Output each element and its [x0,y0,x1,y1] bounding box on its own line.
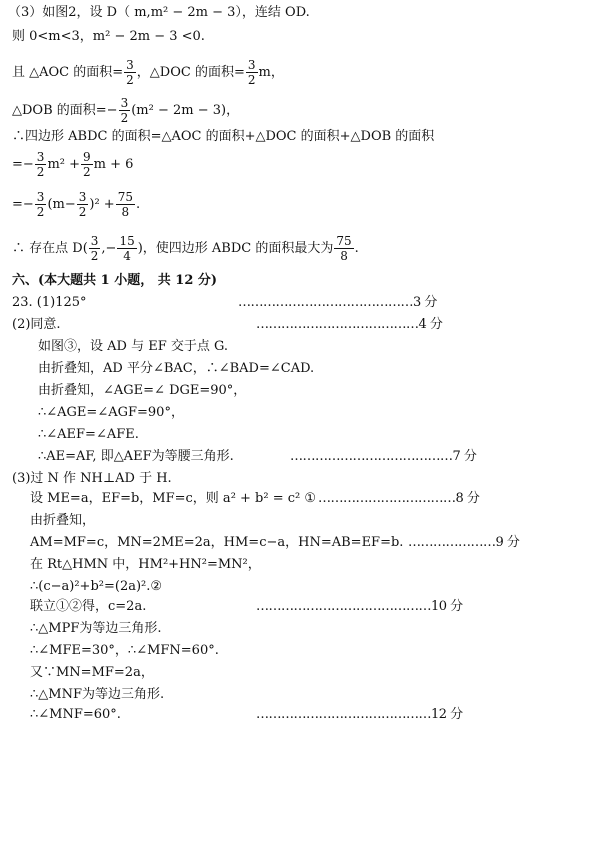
text-fragment: 且 △AOC 的面积= [12,65,124,80]
text-line: ∴∠MNF=60°. [30,707,121,722]
fraction-denominator: 2 [126,73,134,87]
text-line [12,96,239,125]
text-fragment: m² + [47,157,81,172]
section-heading: 六、(本大题共 1 小题， 共 12 分) [12,273,218,288]
fraction-denominator: 2 [120,111,129,125]
fraction-denominator: 2 [90,249,99,263]
fraction-numerator: 3 [247,58,256,72]
text-line: (2)同意. [12,317,61,332]
text-fragment: =− [12,197,34,212]
text-line: ∴∠AGE=∠AGF=90°， [38,405,184,420]
text-line: ∴△MNF为等边三角形. [30,687,165,702]
fraction-numerator: 3 [36,150,45,164]
fraction [35,150,47,179]
fraction [81,150,93,179]
fraction [77,190,89,219]
fraction-numerator: 3 [120,96,129,110]
text-line: ∴四边形 ABDC 的面积=△AOC 的面积+△DOC 的面积+△DOB 的面积 [12,129,435,144]
text-line: 联立①②得，c=2a. [30,599,147,614]
text-fragment: . [354,241,359,256]
fraction-denominator: 2 [78,205,87,219]
score-marker: ……………………………………10 分 [256,599,463,614]
text-line: 由折叠知，AD 平分∠BAC，∴∠BAD=∠CAD. [38,361,315,376]
text-line: 如图③，设 AD 与 EF 交于点 G. [38,339,229,354]
text-fragment: =− [12,157,34,172]
text-line: ∴AE=AF, 即△AEF为等腰三角形. [38,449,234,464]
text-line: 则 0<m<3，m² − 2m − 3 <0. [12,29,205,44]
text-line: 由折叠知， [30,513,96,528]
text-line: ∴∠MFE=30°，∴∠MFN=60°. [30,643,219,658]
score-marker: ……………………………………12 分 [256,707,463,722]
fraction [117,234,136,263]
text-line [12,150,133,179]
fraction [119,96,131,125]
text-line: 由折叠知，∠AGE=∠ DGE=90°， [38,383,247,398]
fraction-numerator: 75 [336,234,352,248]
score-marker: …………………9 分 [408,535,520,550]
fraction [89,234,101,263]
score-marker: ……………………………………3 分 [238,295,437,310]
text-line: ∴(c−a)²+b²=(2a)².② [30,579,163,594]
text-line: （3）如图2，设 D（ m,m² − 2m − 3），连结 OD. [8,5,310,20]
text-fragment: ，△DOC 的面积= [136,65,245,80]
text-line: 23. (1)125° [12,295,87,310]
fraction-denominator: 4 [123,249,131,263]
text-line: ∴∠AEF=∠AFE. [38,427,139,442]
text-line [12,58,284,87]
fraction-numerator: 15 [119,234,135,248]
fraction-denominator: 2 [247,73,256,87]
text-fragment: ,− [101,241,117,256]
fraction-numerator: 3 [90,234,99,248]
text-fragment: (m− [47,197,76,212]
fraction-denominator: 2 [83,165,91,179]
text-fragment: (m² − 2m − 3)， [131,103,240,118]
fraction [35,190,47,219]
fraction-numerator: 3 [126,58,134,72]
text-line: AM=MF=c，MN=2ME=2a，HM=c−a，HN=AB=EF=b. [30,535,404,550]
fraction [246,58,258,87]
fraction-denominator: 2 [36,205,45,219]
fraction [334,234,353,263]
text-fragment: m + 6 [93,157,134,172]
text-fragment: m， [258,65,284,80]
fraction [116,190,135,219]
fraction-numerator: 75 [117,190,133,204]
score-marker: …………………………………4 分 [256,317,443,332]
fraction-denominator: 2 [36,165,45,179]
text-fragment: )² + [89,197,115,212]
fraction-denominator: 8 [121,205,130,219]
fraction-numerator: 3 [36,190,45,204]
text-fragment: △DOB 的面积=− [12,103,118,118]
fraction-numerator: 3 [78,190,87,204]
text-line: 又∵MN=MF=2a， [30,665,154,680]
fraction [124,58,136,87]
score-marker: …………………………………7 分 [290,449,477,464]
text-line: (3)过 N 作 NH⊥AD 于 H. [12,471,172,486]
score-marker: ……………………………8 分 [318,491,480,506]
text-fragment: . [135,197,141,212]
text-fragment: ∴ 存在点 D( [12,241,88,256]
text-line: ∴△MPF为等边三角形. [30,621,162,636]
text-line: 在 Rt△HMN 中，HM²+HN²=MN²， [30,557,261,572]
text-line [12,190,140,219]
fraction-denominator: 8 [340,249,348,263]
fraction-numerator: 9 [83,150,91,164]
text-fragment: )，使四边形 ABDC 的面积最大为 [137,241,334,256]
text-line: 设 ME=a，EF=b，MF=c，则 a² + b² = c² ① [30,491,317,506]
text-line [12,234,359,263]
